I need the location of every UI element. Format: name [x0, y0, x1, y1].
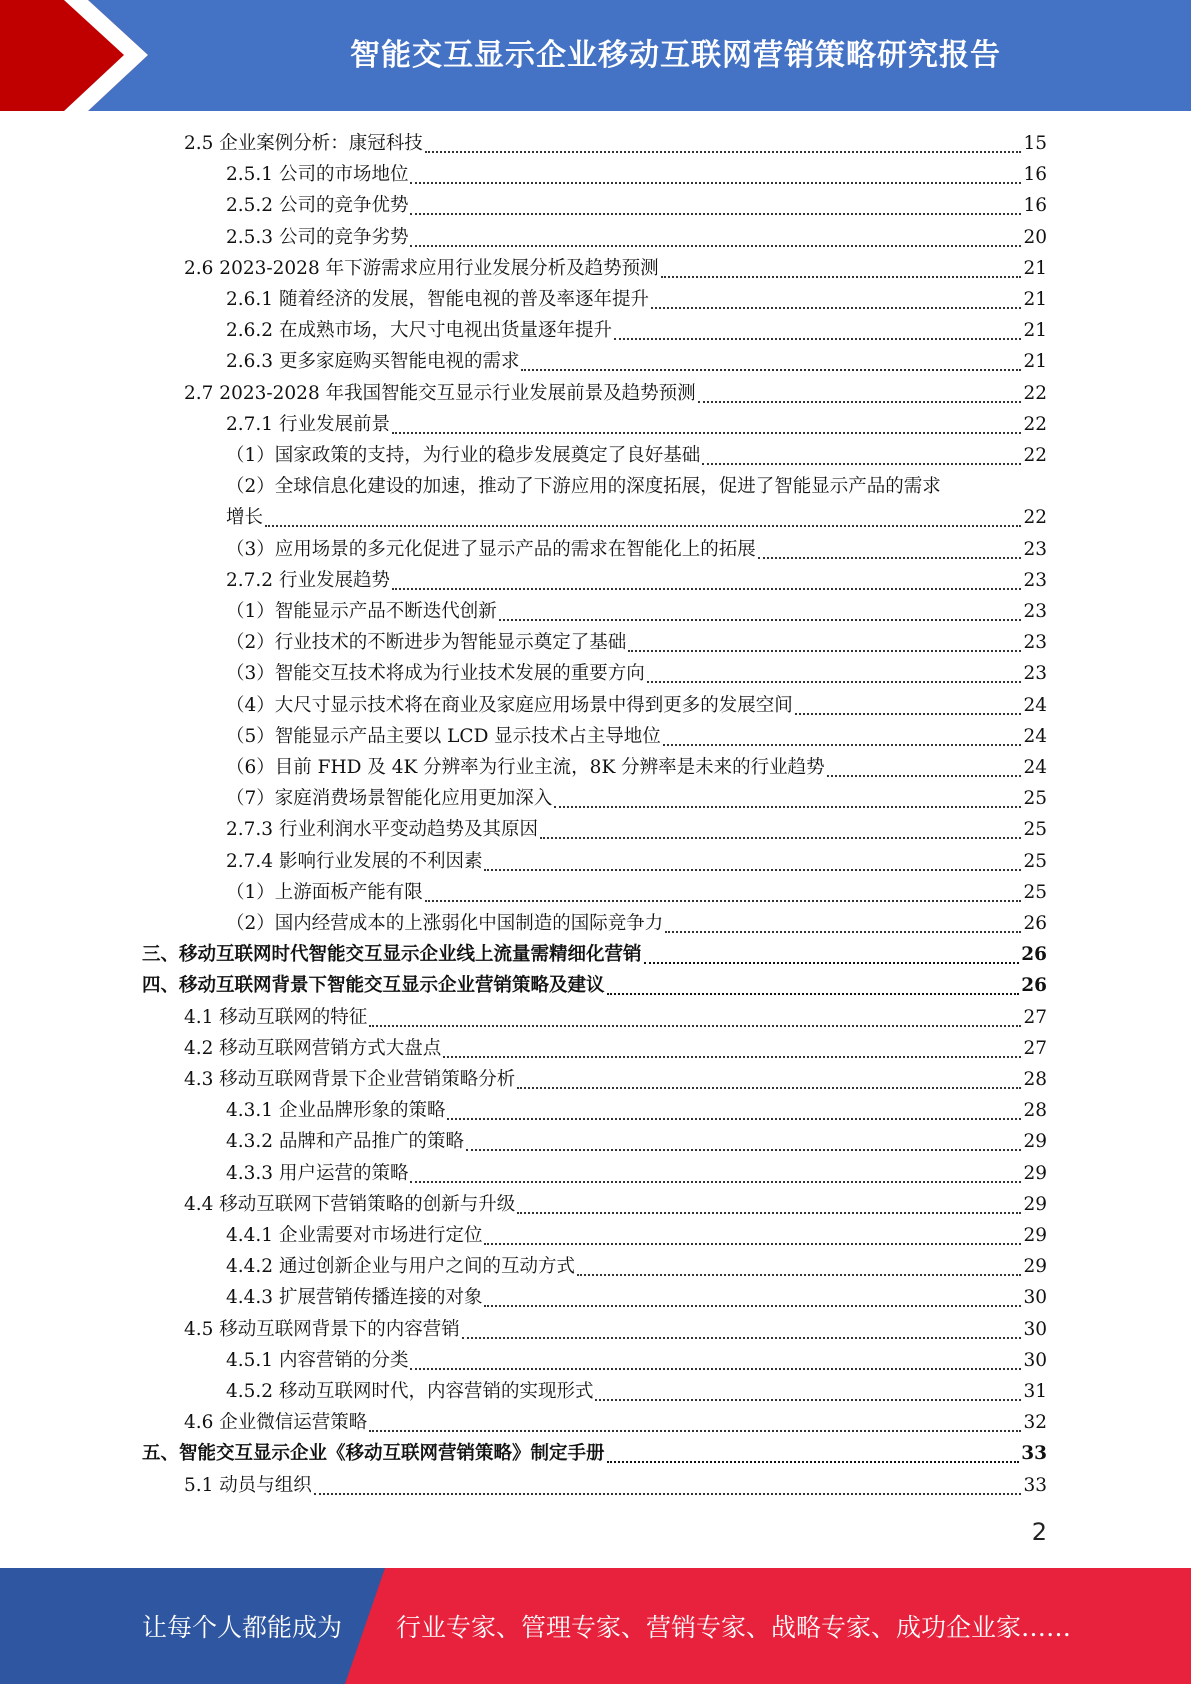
dot-leader: [410, 206, 1021, 215]
toc-entry-page: 26: [1021, 944, 1047, 966]
toc-entry-title: （1）智能显示产品不断迭代创新: [226, 601, 497, 622]
dot-leader: [265, 518, 1021, 527]
toc-entry[interactable]: [226, 1251, 1047, 1282]
toc-entry[interactable]: [184, 1064, 1047, 1095]
toc-entry-page: 23: [1023, 632, 1047, 654]
toc-entry-title: 4.3 移动互联网背景下企业营销策略分析: [184, 1069, 516, 1090]
toc-entry-page: 30: [1023, 1349, 1047, 1371]
toc-entry[interactable]: [226, 877, 1047, 908]
dot-leader: [795, 706, 1022, 715]
toc-entry[interactable]: [184, 1189, 1047, 1220]
toc-entry[interactable]: [226, 908, 1047, 939]
toc-entry-page: 27: [1023, 1037, 1047, 1059]
toc-entry[interactable]: [226, 752, 1047, 783]
toc-entry-continuation[interactable]: [226, 502, 1047, 533]
toc-entry-page: 25: [1023, 788, 1047, 810]
toc-entry-title: （1）上游面板产能有限: [226, 881, 423, 903]
toc-entry[interactable]: [226, 596, 1047, 627]
toc-entry[interactable]: [226, 1095, 1047, 1126]
dot-leader: [554, 799, 1021, 808]
toc-entry-title: 2.7 2023-2028 年我国智能交互显示行业发展前景及趋势预测: [184, 382, 696, 404]
toc-entry-title: 2.6.2 在成熟市场，大尺寸电视出货量逐年提升: [226, 320, 612, 342]
toc-entry-title: 2.7.2 行业发展趋势: [226, 569, 390, 591]
toc-entry[interactable]: [226, 690, 1047, 721]
dot-leader: [607, 986, 1020, 995]
toc-entry[interactable]: [226, 315, 1047, 346]
toc-entry[interactable]: [226, 1126, 1047, 1157]
dot-leader: [644, 955, 1020, 964]
dot-leader: [410, 1174, 1021, 1183]
toc-entry-title: 2.6.1 随着经济的发展，智能电视的普及率逐年提升: [226, 289, 649, 310]
dot-leader: [607, 1454, 1020, 1463]
dot-leader: [661, 269, 1022, 278]
dot-leader: [827, 768, 1022, 777]
toc-entry-title: 4.5 移动互联网背景下的内容营销: [184, 1318, 460, 1340]
dot-leader: [614, 331, 1021, 340]
toc-entry-page: 15: [1023, 133, 1047, 154]
toc-entry-page: 32: [1023, 1412, 1047, 1434]
toc-entry[interactable]: [226, 190, 1047, 221]
toc-entry-page: 27: [1023, 1006, 1047, 1028]
toc-entry-page: 33: [1021, 1443, 1047, 1465]
toc-entry[interactable]: [226, 783, 1047, 814]
toc-entry-page: 21: [1023, 257, 1047, 279]
toc-entry-title: 4.4.1 企业需要对市场进行定位: [226, 1225, 483, 1246]
toc-entry[interactable]: [226, 346, 1047, 377]
dot-leader: [577, 1267, 1021, 1276]
header-banner: [0, 0, 1191, 111]
toc-entry[interactable]: [226, 159, 1047, 190]
toc-entry[interactable]: [184, 1033, 1047, 1064]
toc-entry-page: 24: [1023, 694, 1047, 716]
chevron-arrow-icon: [0, 0, 160, 111]
dot-leader: [698, 394, 1022, 403]
toc-entry[interactable]: [226, 222, 1047, 253]
toc-entry-title: 4.2 移动互联网营销方式大盘点: [184, 1037, 442, 1059]
toc-entry-page: 31: [1023, 1381, 1047, 1402]
toc-entry-title: 4.4 移动互联网下营销策略的创新与升级: [184, 1193, 516, 1215]
toc-entry[interactable]: [226, 534, 1047, 565]
toc-entry-title: 2.7.4 影响行业发展的不利因素: [226, 850, 483, 872]
toc-entry[interactable]: [184, 1470, 1047, 1501]
toc-entry-page: 23: [1023, 601, 1047, 622]
toc-entry[interactable]: [226, 409, 1047, 440]
toc-entry-title: 4.4.3 扩展营销传播连接的对象: [226, 1287, 483, 1309]
toc-entry[interactable]: [226, 1282, 1047, 1313]
dot-leader: [540, 830, 1021, 839]
page-number: 2: [1031, 1518, 1047, 1546]
toc-entry-title: 2.5.1 公司的市场地位: [226, 164, 409, 186]
footer-banner: [0, 1568, 1191, 1684]
toc-entry-title: （6）目前 FHD 及 4K 分辨率为行业主流，8K 分辨率是未来的行业趋势: [226, 757, 825, 778]
toc-entry-page: 23: [1023, 538, 1047, 560]
dot-leader: [466, 1142, 1021, 1151]
toc-entry[interactable]: [184, 1407, 1047, 1438]
toc-entry-title: 三、移动互联网时代智能交互显示企业线上流量需精细化营销: [142, 944, 642, 966]
toc-entry-title: 2.5.2 公司的竞争优势: [226, 195, 409, 217]
toc-entry-title: 4.1 移动互联网的特征: [184, 1006, 368, 1028]
toc-entry[interactable]: [226, 565, 1047, 596]
toc-entry[interactable]: [184, 378, 1047, 409]
toc-entry-title: 2.6 2023-2028 年下游需求应用行业发展分析及趋势预测: [184, 257, 659, 279]
toc-entry-title: 2.5.3 公司的竞争劣势: [226, 226, 409, 248]
toc-entry-page: 29: [1023, 1131, 1047, 1153]
toc-entry-title: （2）国内经营成本的上涨弱化中国制造的国际竞争力: [226, 913, 664, 934]
toc-entry-title: 2.7.3 行业利润水平变动趋势及其原因: [226, 819, 538, 841]
toc-entry-page: 24: [1023, 725, 1047, 747]
toc-entry-title: （2）全球信息化建设的加速，推动了下游应用的深度拓展，促进了智能显示产品的需求: [226, 476, 941, 498]
dot-leader: [663, 737, 1022, 746]
toc-entry-title: 4.6 企业微信运营策略: [184, 1412, 368, 1434]
dot-leader: [392, 425, 1021, 434]
toc-entry[interactable]: [184, 128, 1047, 159]
toc-entry-page: 30: [1023, 1287, 1047, 1309]
dot-leader: [484, 862, 1021, 871]
dot-leader: [702, 456, 1021, 465]
dot-leader: [447, 1111, 1021, 1120]
toc-entry-page: 28: [1023, 1100, 1047, 1122]
toc-entry[interactable]: [226, 1345, 1047, 1376]
toc-entry-page: 22: [1023, 413, 1047, 435]
footer-slogan-left: 让每个人都能成为: [142, 1613, 343, 1642]
dot-leader: [595, 1392, 1021, 1401]
toc-entry[interactable]: [226, 1220, 1047, 1251]
toc-entry-title: （3）智能交互技术将成为行业技术发展的重要方向: [226, 663, 645, 685]
toc-entry[interactable]: [226, 627, 1047, 658]
toc-entry[interactable]: [226, 1158, 1047, 1189]
toc-entry-page: 23: [1023, 663, 1047, 685]
dot-leader: [651, 300, 1021, 309]
dot-leader: [628, 643, 1021, 652]
dot-leader: [517, 1080, 1021, 1089]
toc-entry-page: 24: [1023, 757, 1047, 778]
toc-entry-page: 25: [1023, 881, 1047, 903]
footer-slogan-right: 行业专家、管理专家、营销专家、战略专家、成功企业家……: [396, 1613, 1072, 1642]
dot-leader: [410, 238, 1021, 247]
toc-entry-title: 增长: [226, 507, 264, 529]
toc-entry-title: （5）智能显示产品主要以 LCD 显示技术占主导地位: [226, 725, 661, 747]
toc-entry-page: 20: [1023, 226, 1047, 248]
toc-entry-page: 21: [1023, 320, 1047, 342]
toc-entry-page: 26: [1023, 913, 1047, 934]
dot-leader: [665, 924, 1021, 933]
toc-entry-title: 五、智能交互显示企业《移动互联网营销策略》制定手册: [142, 1443, 605, 1465]
toc-entry-page: 28: [1023, 1069, 1047, 1090]
toc-entry[interactable]: [226, 658, 1047, 689]
toc-entry-title: 2.6.3 更多家庭购买智能电视的需求: [226, 351, 520, 373]
document-title: 智能交互显示企业移动互联网营销策略研究报告: [350, 38, 1001, 73]
toc-entry-page: 22: [1023, 382, 1047, 404]
toc-entry-page: 30: [1023, 1318, 1047, 1340]
toc-entry[interactable]: [226, 721, 1047, 752]
toc-entry-title: （4）大尺寸显示技术将在商业及家庭应用场景中得到更多的发展空间: [226, 694, 793, 716]
toc-entry-page: 29: [1023, 1162, 1047, 1184]
toc-entry[interactable]: [226, 440, 1047, 471]
toc-entry[interactable]: [184, 1314, 1047, 1345]
dot-leader: [517, 1205, 1021, 1214]
toc-entry-title: 2.5 企业案例分析：康冠科技: [184, 133, 423, 154]
toc-entry-title: 4.5.1 内容营销的分类: [226, 1349, 409, 1371]
toc-entry-title: 四、移动互联网背景下智能交互显示企业营销策略及建议: [142, 975, 605, 997]
toc-entry[interactable]: [142, 1438, 1047, 1469]
dot-leader: [410, 175, 1021, 184]
toc-entry-page: 26: [1021, 975, 1047, 997]
toc-entry-page: 21: [1023, 289, 1047, 310]
toc-entry-title: （3）应用场景的多元化促进了显示产品的需求在智能化上的拓展: [226, 538, 756, 560]
toc-entry-page: 23: [1023, 569, 1047, 591]
toc-entry[interactable]: [184, 1002, 1047, 1033]
dot-leader: [410, 1361, 1021, 1370]
toc-entry[interactable]: [226, 1376, 1047, 1407]
toc-entry-page: 29: [1023, 1256, 1047, 1278]
toc-entry-page: 29: [1023, 1193, 1047, 1215]
toc-entry[interactable]: [142, 939, 1047, 970]
toc-entry-title: （1）国家政策的支持，为行业的稳步发展奠定了良好基础: [226, 445, 701, 466]
dot-leader: [521, 362, 1021, 371]
toc-entry-title: 4.5.2 移动互联网时代，内容营销的实现形式: [226, 1381, 594, 1402]
toc-entry-title: 4.3.1 企业品牌形象的策略: [226, 1100, 446, 1122]
toc-entry-page: 21: [1023, 351, 1047, 373]
dot-leader: [314, 1486, 1022, 1495]
dot-leader: [647, 674, 1022, 683]
toc-entry-page: 25: [1023, 850, 1047, 872]
toc-entry-page: 22: [1023, 445, 1047, 466]
dot-leader: [484, 1298, 1021, 1307]
toc-entry-title: （2）行业技术的不断进步为智能显示奠定了基础: [226, 632, 627, 654]
toc-entry[interactable]: [184, 253, 1047, 284]
dot-leader: [369, 1018, 1021, 1027]
toc-entry-page: 33: [1023, 1474, 1047, 1496]
toc-entry[interactable]: [142, 970, 1047, 1001]
toc-entry-title: 5.1 动员与组织: [184, 1474, 312, 1496]
toc-entry-page: 16: [1023, 195, 1047, 217]
toc-entry-page: 16: [1023, 164, 1047, 186]
toc-entry[interactable]: [226, 814, 1047, 845]
toc-entry-title: （7）家庭消费场景智能化应用更加深入: [226, 788, 553, 810]
toc-entry-title: 4.3.3 用户运营的策略: [226, 1162, 409, 1184]
dot-leader: [462, 1330, 1022, 1339]
toc-entry-title: 4.3.2 品牌和产品推广的策略: [226, 1131, 464, 1153]
dot-leader: [484, 1236, 1021, 1245]
toc-entry-page: 25: [1023, 819, 1047, 841]
toc-entry[interactable]: [226, 284, 1047, 315]
toc-entry-page: 29: [1023, 1225, 1047, 1246]
dot-leader: [425, 893, 1022, 902]
dot-leader: [392, 581, 1021, 590]
toc-entry[interactable]: [226, 471, 1047, 502]
toc-entry-title: 2.7.1 行业发展前景: [226, 413, 390, 435]
toc-entry-page: 22: [1023, 507, 1047, 529]
dot-leader: [499, 612, 1022, 621]
toc-entry[interactable]: [226, 846, 1047, 877]
dot-leader: [758, 550, 1022, 559]
dot-leader: [443, 1049, 1021, 1058]
dot-leader: [369, 1423, 1021, 1432]
dot-leader: [425, 144, 1022, 153]
toc-entry-title: 4.4.2 通过创新企业与用户之间的互动方式: [226, 1256, 575, 1278]
